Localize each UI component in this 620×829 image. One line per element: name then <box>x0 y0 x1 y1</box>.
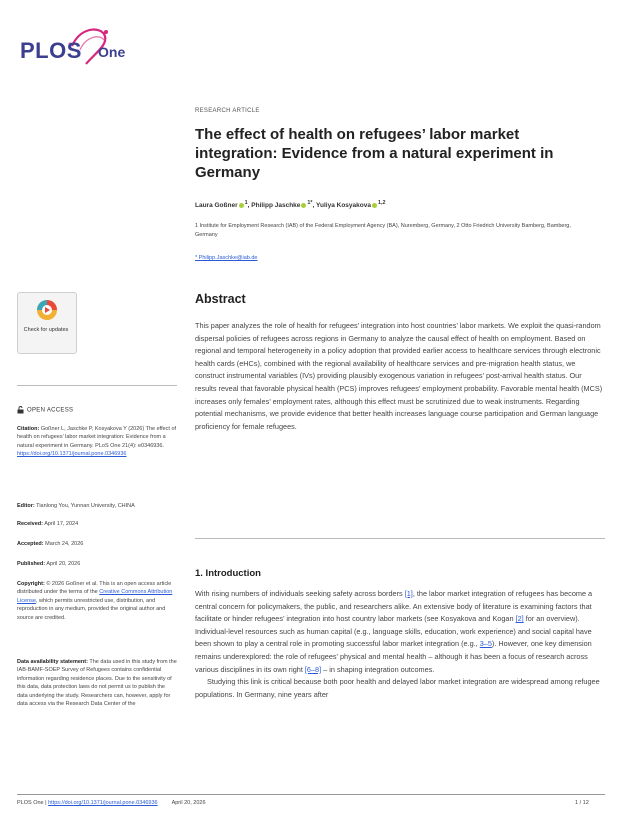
reference-link[interactable]: [2] <box>515 614 524 624</box>
footer-citation <box>17 800 206 806</box>
article-title: The effect of health on refugees’ labor market integration: Evidence from a natural experiment in Germany <box>195 126 554 181</box>
editor-block <box>17 502 177 510</box>
open-access-text: OPEN ACCESS <box>27 407 74 414</box>
intro-text-run: – in shaping integration outcomes. <box>321 664 435 674</box>
abstract-text: This paper analyzes the role of health for refugees’ integration into host countries’ labor markets. We exploit the quasi-random dispersal policies of refugees across regions in Germany to analyze the causal effect of health on employment. Based on regional and temporal heterogeneity in a policy adoption that provided earlier access to healthcare services through electronic health cards (eHCs), combined with the regional availability of healthcare services and pre-migration health status, we construct instrumental variables (IVs) providing plausibly exogenous variation in refugees’ post-arrival health status. Our results reveal that favorable physical health (PCS) improves refugees’ employment probability. Favorable mental health (MCS) increases only females’ employment rates, although this effect must be scrutinized due to weak instruments. Regarding potential mechanisms, we provide evidence that better health increases language course participation and German language proficiency for female refugees. <box>195 321 603 431</box>
license-link[interactable]: Creative Commons Attribution License <box>17 589 173 604</box>
author-affil-mark: 1,2 <box>377 200 386 206</box>
citation-text: Goßner L, Jaschke P, Kosyakova Y (2026) The effect of health on refugees’ labor market integration: Evidence from a natural experiment in Germany. PLoS One 21(4): e0346936. <box>17 426 177 449</box>
affiliations: 1 Institute for Employment Research (IAB) of the Federal Employment Agency (BA), Nuremberg, Germany, 2 Otto Friedrich University Bamberg, Bamberg, Germany <box>195 223 571 238</box>
introduction-text <box>195 588 605 701</box>
copyright-block <box>17 580 177 622</box>
footer-doi-link[interactable]: https://doi.org/10.1371/journal.pone.0346936 <box>48 800 158 806</box>
footer-journal: PLOS One | <box>17 800 49 806</box>
citation-doi-link[interactable]: https://doi.org/10.1371/journal.pone.0346936 <box>17 451 127 458</box>
author-name[interactable]: Yuliya Kosyakova <box>316 202 371 210</box>
author-affil-mark: 1* <box>307 200 313 206</box>
copyright-text-2: , which permits unrestricted use, distribution, and reproduction in any medium, provided the original author and source are credited. <box>17 597 166 621</box>
page-number: 1 / 12 <box>575 800 589 806</box>
intro-paragraph-2: Studying this link is critical because both poor health and delayed labor market integration are widespread among refugee populations. In Germany, nine years after <box>195 677 600 699</box>
article-type: RESEARCH ARTICLE <box>195 108 260 114</box>
orcid-icon[interactable] <box>301 203 306 208</box>
editor-label: Editor: <box>17 503 35 509</box>
accepted-block <box>17 540 177 548</box>
check-for-updates-label: Check for updates <box>23 327 69 333</box>
copyright-label: Copyright: <box>17 581 45 587</box>
received-label: Received: <box>17 521 43 527</box>
journal-logo-sub: One <box>98 44 126 60</box>
author-list: Laura Goßner $^1$, Philipp Jaschke $^{1*}$, Yuliya Kosyakova $^{1,2}$ <box>195 200 386 210</box>
author-name[interactable]: Philipp Jaschke <box>251 202 301 210</box>
received-block <box>17 520 177 528</box>
copyright-text: © 2026 Goßner et al. This is an open access article distributed under the terms of the <box>17 581 172 596</box>
data-availability-text: The data used in this study from the IAB-BAMF-SOEP Survey of Refugees contains confidential information regarding residence places. Due to the sensitivity of this data, data protection laws do not permit us to publish the data underlying the study. Researchers can, however, apply for data access via the Research Data Center of the <box>17 659 177 708</box>
reference-link[interactable]: 3–5 <box>479 639 492 649</box>
published-block <box>17 560 177 568</box>
footer-date: April 20, 2026 <box>171 800 206 806</box>
corresponding-email[interactable]: * Philipp.Jaschke@iab.de <box>195 255 258 261</box>
check-for-updates-badge[interactable] <box>17 292 77 354</box>
received-date: April 17, 2024 <box>43 521 79 527</box>
accepted-label: Accepted: <box>17 541 44 547</box>
data-availability-block <box>17 658 177 708</box>
citation-block <box>17 425 177 459</box>
citation-label: Citation: <box>17 426 40 432</box>
intro-text-run: for an overview). Individual-level resources such as human capital (e.g., language skills, education, work experience) and social capital have been shown to play a central role in promoting successful labor market integration (e.g., <box>195 614 592 649</box>
orcid-icon[interactable] <box>239 203 244 208</box>
intro-text-run: With rising numbers of individuals seeking safety across borders <box>195 589 405 598</box>
journal-logo-text: PLOS <box>20 38 82 63</box>
abstract-heading: Abstract <box>195 292 246 306</box>
accepted-date: March 24, 2026 <box>43 541 84 547</box>
author-name[interactable]: Laura Goßner <box>195 202 238 210</box>
editor-text: Tianlong You, Yunnan University, CHINA <box>34 503 135 509</box>
reference-link[interactable]: [1] <box>404 589 413 598</box>
author-affil-mark: 1 <box>244 200 248 206</box>
intro-text-run: ). However, one key dimension remains underexplored: the role of refugees’ physical and mental health – although it has been a focus of research across various disciplines in its own right <box>195 639 592 674</box>
footer-divider <box>17 794 605 795</box>
abstract-divider <box>195 538 605 539</box>
sidebar-divider <box>17 385 177 386</box>
data-availability-label: Data availability statement: <box>17 659 88 665</box>
introduction-heading: 1. Introduction <box>195 568 261 579</box>
published-date: April 20, 2026 <box>45 561 81 567</box>
open-lock-icon <box>17 406 24 414</box>
reference-link[interactable]: [6–8] <box>304 664 322 674</box>
orcid-icon[interactable] <box>372 203 377 208</box>
check-for-updates-icon <box>18 293 76 323</box>
intro-text-run: , the labor market integration of refugees has become a central concern for policymakers, the public, and researchers alike. An extensive body of literature is examining factors that facilitate or hinder refugees’ integration into host country labor markets (see Kosyakova and Kogan <box>195 589 593 624</box>
published-label: Published: <box>17 561 46 567</box>
open-access-label <box>17 406 73 414</box>
